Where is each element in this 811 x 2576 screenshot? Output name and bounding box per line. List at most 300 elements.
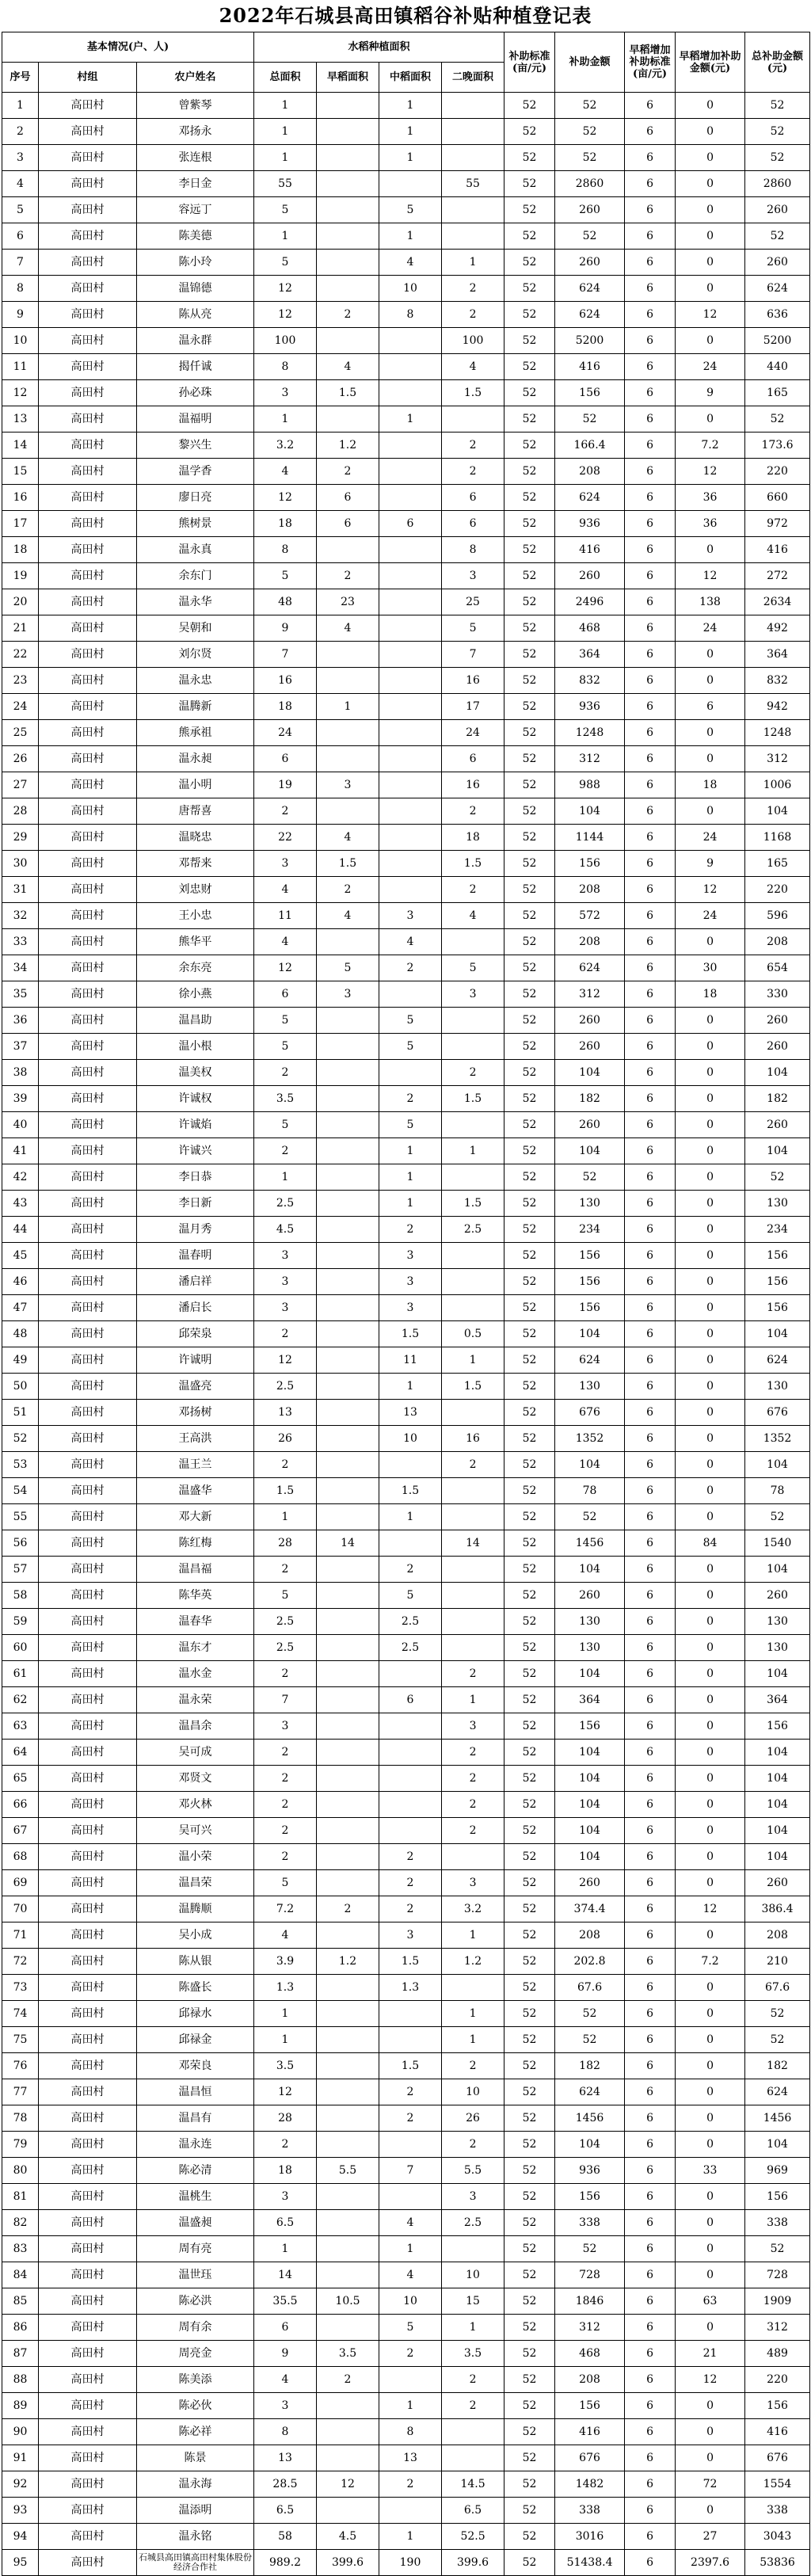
cell-early-extra-amount: 0 — [676, 2053, 745, 2079]
cell-seq: 23 — [2, 668, 39, 694]
cell-early-extra-standard: 6 — [625, 772, 676, 798]
header-early-extra-amount: 早稻增加补助金额(元) — [676, 32, 745, 93]
cell-mid-area: 1 — [379, 145, 442, 171]
cell-standard: 52 — [504, 1478, 555, 1504]
table-row — [2, 720, 810, 746]
cell-household: 孙必珠 — [137, 380, 254, 406]
cell-seq: 59 — [2, 1609, 39, 1635]
table-row — [2, 1583, 810, 1609]
cell-late-area — [442, 1609, 504, 1635]
cell-amount: 936 — [555, 2158, 625, 2184]
header-early-extra-standard: 早稻增加补助标准(亩/元) — [625, 32, 676, 93]
cell-seq: 50 — [2, 1374, 39, 1400]
cell-household: 王小忠 — [137, 903, 254, 929]
cell-mid-area: 1.5 — [379, 1949, 442, 1975]
cell-total-amount: 624 — [745, 276, 810, 302]
cell-early-extra-standard: 6 — [625, 1609, 676, 1635]
cell-late-area: 2 — [442, 1792, 504, 1818]
cell-early-area — [317, 1740, 379, 1766]
cell-amount: 624 — [555, 2079, 625, 2105]
cell-total-area: 19 — [254, 772, 317, 798]
cell-standard: 52 — [504, 1138, 555, 1164]
cell-amount: 52 — [555, 223, 625, 250]
cell-amount: 416 — [555, 354, 625, 380]
cell-village: 高田村 — [39, 171, 137, 197]
cell-mid-area — [379, 1792, 442, 1818]
cell-amount: 364 — [555, 642, 625, 668]
cell-late-area: 16 — [442, 668, 504, 694]
cell-early-extra-standard: 6 — [625, 1870, 676, 1896]
cell-total-area: 18 — [254, 694, 317, 720]
cell-early-extra-standard: 6 — [625, 328, 676, 354]
cell-early-area — [317, 1347, 379, 1374]
cell-early-extra-standard: 6 — [625, 2236, 676, 2262]
header-late-area: 二晚面积 — [442, 63, 504, 93]
cell-early-extra-amount: 0 — [676, 2001, 745, 2027]
cell-household: 吴可兴 — [137, 1818, 254, 1844]
cell-total-area: 1 — [254, 119, 317, 145]
cell-village: 高田村 — [39, 2210, 137, 2236]
cell-total-amount: 52 — [745, 119, 810, 145]
cell-early-area — [317, 1086, 379, 1112]
table-row — [2, 1400, 810, 1426]
cell-total-area: 3.9 — [254, 1949, 317, 1975]
cell-household: 廖日亮 — [137, 485, 254, 511]
cell-household: 吴小成 — [137, 1922, 254, 1949]
cell-total-area: 5 — [254, 1112, 317, 1138]
cell-village: 高田村 — [39, 511, 137, 537]
cell-early-extra-amount: 63 — [676, 2288, 745, 2315]
cell-total-area: 5 — [254, 1583, 317, 1609]
cell-mid-area: 6 — [379, 1687, 442, 1713]
cell-mid-area: 5 — [379, 2315, 442, 2341]
cell-household: 邓扬树 — [137, 1400, 254, 1426]
table-row — [2, 2550, 810, 2576]
cell-household: 刘尔贤 — [137, 642, 254, 668]
cell-total-area: 1 — [254, 2001, 317, 2027]
cell-late-area: 1 — [442, 1922, 504, 1949]
cell-village: 高田村 — [39, 798, 137, 825]
cell-standard: 52 — [504, 2027, 555, 2053]
cell-village: 高田村 — [39, 1661, 137, 1687]
cell-seq: 7 — [2, 250, 39, 276]
cell-standard: 52 — [504, 2393, 555, 2419]
cell-seq: 85 — [2, 2288, 39, 2315]
cell-total-amount: 624 — [745, 1347, 810, 1374]
cell-early-extra-standard: 6 — [625, 720, 676, 746]
cell-early-extra-standard: 6 — [625, 2419, 676, 2445]
cell-early-extra-amount: 0 — [676, 145, 745, 171]
cell-early-extra-standard: 6 — [625, 2367, 676, 2393]
cell-early-extra-amount: 7.2 — [676, 433, 745, 459]
cell-total-amount: 636 — [745, 302, 810, 328]
cell-total-area: 3 — [254, 1295, 317, 1321]
cell-early-area — [317, 2445, 379, 2471]
cell-mid-area: 4 — [379, 929, 442, 955]
cell-late-area: 7 — [442, 642, 504, 668]
cell-total-amount: 52 — [745, 1164, 810, 1191]
cell-late-area: 10 — [442, 2079, 504, 2105]
cell-early-extra-amount: 0 — [676, 1635, 745, 1661]
cell-total-amount: 210 — [745, 1949, 810, 1975]
cell-early-area — [317, 1975, 379, 2001]
cell-amount: 832 — [555, 668, 625, 694]
cell-seq: 60 — [2, 1635, 39, 1661]
cell-standard: 52 — [504, 380, 555, 406]
cell-seq: 40 — [2, 1112, 39, 1138]
cell-amount: 1456 — [555, 2105, 625, 2132]
cell-total-amount: 104 — [745, 1661, 810, 1687]
cell-seq: 29 — [2, 825, 39, 851]
cell-early-extra-amount: 0 — [676, 2236, 745, 2262]
cell-late-area: 2 — [442, 302, 504, 328]
cell-household: 邓贤文 — [137, 1766, 254, 1792]
cell-early-area — [317, 2105, 379, 2132]
cell-early-extra-amount: 0 — [676, 1504, 745, 1530]
cell-early-extra-standard: 6 — [625, 2210, 676, 2236]
table-row — [2, 276, 810, 302]
cell-village: 高田村 — [39, 406, 137, 433]
cell-early-area — [317, 2236, 379, 2262]
cell-seq: 64 — [2, 1740, 39, 1766]
cell-total-amount: 1456 — [745, 2105, 810, 2132]
cell-late-area: 1 — [442, 2001, 504, 2027]
table-row — [2, 1269, 810, 1295]
cell-amount: 260 — [555, 1583, 625, 1609]
table-row — [2, 1112, 810, 1138]
cell-total-amount: 208 — [745, 929, 810, 955]
cell-amount: 312 — [555, 981, 625, 1008]
cell-total-area: 28.5 — [254, 2471, 317, 2498]
cell-late-area — [442, 1635, 504, 1661]
cell-amount: 260 — [555, 563, 625, 589]
cell-early-area: 399.6 — [317, 2550, 379, 2576]
cell-household: 许诚焰 — [137, 1112, 254, 1138]
cell-late-area: 5.5 — [442, 2158, 504, 2184]
table-row — [2, 1138, 810, 1164]
cell-household: 曾紫琴 — [137, 93, 254, 119]
cell-late-area — [442, 1034, 504, 1060]
cell-early-extra-amount: 0 — [676, 2419, 745, 2445]
cell-late-area: 14 — [442, 1530, 504, 1557]
cell-seq: 35 — [2, 981, 39, 1008]
cell-total-amount: 220 — [745, 459, 810, 485]
cell-early-extra-standard: 6 — [625, 903, 676, 929]
cell-early-extra-amount: 0 — [676, 1138, 745, 1164]
cell-total-area: 3 — [254, 2393, 317, 2419]
cell-early-extra-standard: 6 — [625, 459, 676, 485]
cell-total-area: 2 — [254, 1766, 317, 1792]
cell-standard: 52 — [504, 1635, 555, 1661]
cell-late-area: 18 — [442, 825, 504, 851]
cell-early-extra-standard: 6 — [625, 2288, 676, 2315]
cell-late-area: 2 — [442, 1452, 504, 1478]
cell-amount: 52 — [555, 1164, 625, 1191]
cell-total-amount: 104 — [745, 1792, 810, 1818]
cell-seq: 73 — [2, 1975, 39, 2001]
cell-early-extra-standard: 6 — [625, 563, 676, 589]
cell-household: 温盛华 — [137, 1478, 254, 1504]
cell-mid-area: 5 — [379, 1112, 442, 1138]
cell-early-area — [317, 1609, 379, 1635]
cell-standard: 52 — [504, 929, 555, 955]
cell-total-area: 22 — [254, 825, 317, 851]
cell-household: 陈美德 — [137, 223, 254, 250]
cell-village: 高田村 — [39, 93, 137, 119]
cell-late-area: 1 — [442, 250, 504, 276]
cell-household: 余东亮 — [137, 955, 254, 981]
cell-total-amount: 156 — [745, 1269, 810, 1295]
cell-amount: 78 — [555, 1478, 625, 1504]
cell-seq: 22 — [2, 642, 39, 668]
cell-total-amount: 338 — [745, 2210, 810, 2236]
cell-total-area: 28 — [254, 2105, 317, 2132]
cell-early-extra-amount: 0 — [676, 642, 745, 668]
cell-early-extra-amount: 0 — [676, 1792, 745, 1818]
cell-household: 邓帮来 — [137, 851, 254, 877]
cell-household: 陈景 — [137, 2445, 254, 2471]
cell-seq: 68 — [2, 1844, 39, 1870]
cell-late-area: 0.5 — [442, 1321, 504, 1347]
cell-early-extra-standard: 6 — [625, 2393, 676, 2419]
cell-mid-area: 1 — [379, 1164, 442, 1191]
table-row — [2, 955, 810, 981]
cell-amount: 1352 — [555, 1426, 625, 1452]
cell-mid-area: 1.3 — [379, 1975, 442, 2001]
cell-total-area: 100 — [254, 328, 317, 354]
cell-late-area: 6 — [442, 485, 504, 511]
cell-early-extra-standard: 6 — [625, 250, 676, 276]
cell-mid-area: 190 — [379, 2550, 442, 2576]
cell-household: 温小根 — [137, 1034, 254, 1060]
cell-early-area — [317, 1060, 379, 1086]
header-total-amount: 总补助金额(元) — [745, 32, 810, 93]
cell-standard: 52 — [504, 1609, 555, 1635]
cell-amount: 208 — [555, 877, 625, 903]
cell-household: 温福明 — [137, 406, 254, 433]
table-row — [2, 1164, 810, 1191]
cell-total-area: 48 — [254, 589, 317, 615]
cell-amount: 104 — [555, 1844, 625, 1870]
cell-total-amount: 78 — [745, 1478, 810, 1504]
cell-total-area: 4 — [254, 459, 317, 485]
cell-early-extra-amount: 0 — [676, 276, 745, 302]
cell-early-area — [317, 1635, 379, 1661]
cell-amount: 208 — [555, 1922, 625, 1949]
cell-total-area: 6.5 — [254, 2498, 317, 2524]
cell-mid-area: 1 — [379, 2236, 442, 2262]
cell-seq: 3 — [2, 145, 39, 171]
cell-total-area: 9 — [254, 615, 317, 642]
cell-total-area: 9 — [254, 2341, 317, 2367]
cell-early-extra-amount: 24 — [676, 903, 745, 929]
cell-total-area: 4 — [254, 2367, 317, 2393]
cell-early-extra-amount: 0 — [676, 1661, 745, 1687]
cell-mid-area: 1 — [379, 119, 442, 145]
cell-standard: 52 — [504, 537, 555, 563]
cell-early-area: 2 — [317, 563, 379, 589]
cell-standard: 52 — [504, 981, 555, 1008]
cell-mid-area — [379, 798, 442, 825]
table-row — [2, 929, 810, 955]
cell-late-area: 1 — [442, 1347, 504, 1374]
cell-amount: 104 — [555, 798, 625, 825]
cell-mid-area: 1.5 — [379, 1321, 442, 1347]
cell-total-area: 2 — [254, 2132, 317, 2158]
cell-early-extra-amount: 24 — [676, 825, 745, 851]
cell-total-area: 7.2 — [254, 1896, 317, 1922]
cell-late-area: 2.5 — [442, 2210, 504, 2236]
cell-early-extra-amount: 0 — [676, 2393, 745, 2419]
cell-village: 高田村 — [39, 2445, 137, 2471]
cell-early-area: 1 — [317, 694, 379, 720]
cell-early-extra-standard: 6 — [625, 1321, 676, 1347]
cell-total-amount: 104 — [745, 1844, 810, 1870]
cell-village: 高田村 — [39, 903, 137, 929]
cell-total-amount: 165 — [745, 380, 810, 406]
cell-late-area — [442, 1478, 504, 1504]
cell-total-area: 1 — [254, 1504, 317, 1530]
cell-mid-area — [379, 433, 442, 459]
cell-standard: 52 — [504, 877, 555, 903]
cell-early-area: 6 — [317, 511, 379, 537]
cell-mid-area: 10 — [379, 2288, 442, 2315]
cell-early-extra-standard: 6 — [625, 1008, 676, 1034]
cell-mid-area — [379, 825, 442, 851]
cell-household: 温小荣 — [137, 1844, 254, 1870]
cell-total-amount: 386.4 — [745, 1896, 810, 1922]
cell-mid-area: 1.5 — [379, 2053, 442, 2079]
cell-early-extra-amount: 0 — [676, 1008, 745, 1034]
cell-village: 高田村 — [39, 563, 137, 589]
cell-total-amount: 416 — [745, 2419, 810, 2445]
cell-early-area: 1.5 — [317, 851, 379, 877]
cell-standard: 52 — [504, 1530, 555, 1557]
cell-village: 高田村 — [39, 2550, 137, 2576]
cell-early-extra-standard: 6 — [625, 1975, 676, 2001]
cell-total-amount: 52 — [745, 406, 810, 433]
cell-total-area: 3 — [254, 1243, 317, 1269]
cell-village: 高田村 — [39, 1347, 137, 1374]
header-early-area: 早稻面积 — [317, 63, 379, 93]
cell-early-extra-standard: 6 — [625, 929, 676, 955]
cell-village: 高田村 — [39, 2027, 137, 2053]
cell-village: 高田村 — [39, 1112, 137, 1138]
cell-late-area: 2 — [442, 2393, 504, 2419]
cell-seq: 63 — [2, 1713, 39, 1740]
cell-early-extra-amount: 0 — [676, 1112, 745, 1138]
cell-mid-area: 4 — [379, 2262, 442, 2288]
table-row — [2, 2079, 810, 2105]
cell-amount: 624 — [555, 276, 625, 302]
cell-total-area: 3 — [254, 1713, 317, 1740]
cell-amount: 104 — [555, 1452, 625, 1478]
cell-seq: 1 — [2, 93, 39, 119]
cell-total-amount: 260 — [745, 1870, 810, 1896]
cell-early-extra-standard: 6 — [625, 2524, 676, 2550]
cell-village: 高田村 — [39, 1008, 137, 1034]
cell-mid-area: 3 — [379, 1295, 442, 1321]
cell-household: 许诚权 — [137, 1086, 254, 1112]
cell-total-area: 2.5 — [254, 1374, 317, 1400]
table-row — [2, 1530, 810, 1557]
cell-mid-area: 1 — [379, 1504, 442, 1530]
cell-early-extra-amount: 0 — [676, 2315, 745, 2341]
cell-total-amount: 260 — [745, 1034, 810, 1060]
cell-early-area — [317, 276, 379, 302]
cell-seq: 77 — [2, 2079, 39, 2105]
cell-early-extra-amount: 0 — [676, 1922, 745, 1949]
cell-early-area — [317, 720, 379, 746]
cell-early-extra-standard: 6 — [625, 1164, 676, 1191]
cell-village: 高田村 — [39, 851, 137, 877]
cell-mid-area — [379, 981, 442, 1008]
cell-total-amount: 1352 — [745, 1426, 810, 1452]
cell-total-area: 18 — [254, 2158, 317, 2184]
cell-household: 邓火林 — [137, 1792, 254, 1818]
cell-amount: 156 — [555, 2393, 625, 2419]
cell-total-amount: 104 — [745, 1138, 810, 1164]
cell-early-extra-standard: 6 — [625, 2079, 676, 2105]
table-row — [2, 2315, 810, 2341]
cell-early-extra-amount: 0 — [676, 2105, 745, 2132]
cell-late-area: 10 — [442, 2262, 504, 2288]
cell-early-area: 3.5 — [317, 2341, 379, 2367]
cell-total-area: 2 — [254, 1452, 317, 1478]
cell-total-amount: 260 — [745, 1008, 810, 1034]
cell-early-extra-standard: 6 — [625, 642, 676, 668]
cell-late-area — [442, 2236, 504, 2262]
cell-total-area: 2 — [254, 1557, 317, 1583]
cell-standard: 52 — [504, 2105, 555, 2132]
cell-household: 温昌恒 — [137, 2079, 254, 2105]
cell-early-extra-amount: 36 — [676, 511, 745, 537]
cell-total-area: 2 — [254, 1740, 317, 1766]
cell-total-amount: 52 — [745, 2027, 810, 2053]
cell-early-extra-amount: 0 — [676, 1713, 745, 1740]
cell-total-amount: 234 — [745, 1217, 810, 1243]
table-row — [2, 851, 810, 877]
cell-total-amount: 104 — [745, 1557, 810, 1583]
cell-early-extra-standard: 6 — [625, 2132, 676, 2158]
header-seq: 序号 — [2, 63, 39, 93]
cell-standard: 52 — [504, 302, 555, 328]
cell-seq: 93 — [2, 2498, 39, 2524]
cell-standard: 52 — [504, 1949, 555, 1975]
cell-seq: 94 — [2, 2524, 39, 2550]
cell-late-area — [442, 1504, 504, 1530]
cell-late-area — [442, 223, 504, 250]
cell-early-area: 4.5 — [317, 2524, 379, 2550]
cell-late-area: 16 — [442, 1426, 504, 1452]
cell-mid-area — [379, 328, 442, 354]
cell-seq: 42 — [2, 1164, 39, 1191]
cell-total-amount: 972 — [745, 511, 810, 537]
cell-early-extra-amount: 0 — [676, 1164, 745, 1191]
cell-late-area: 2 — [442, 1661, 504, 1687]
cell-mid-area: 2 — [379, 1217, 442, 1243]
cell-total-area: 35.5 — [254, 2288, 317, 2315]
cell-amount: 260 — [555, 1870, 625, 1896]
cell-village: 高田村 — [39, 2262, 137, 2288]
table-row — [2, 1086, 810, 1112]
cell-total-amount: 1168 — [745, 825, 810, 851]
cell-standard: 52 — [504, 1191, 555, 1217]
cell-standard: 52 — [504, 694, 555, 720]
cell-village: 高田村 — [39, 981, 137, 1008]
cell-household: 周有亮 — [137, 2236, 254, 2262]
cell-early-area — [317, 1661, 379, 1687]
